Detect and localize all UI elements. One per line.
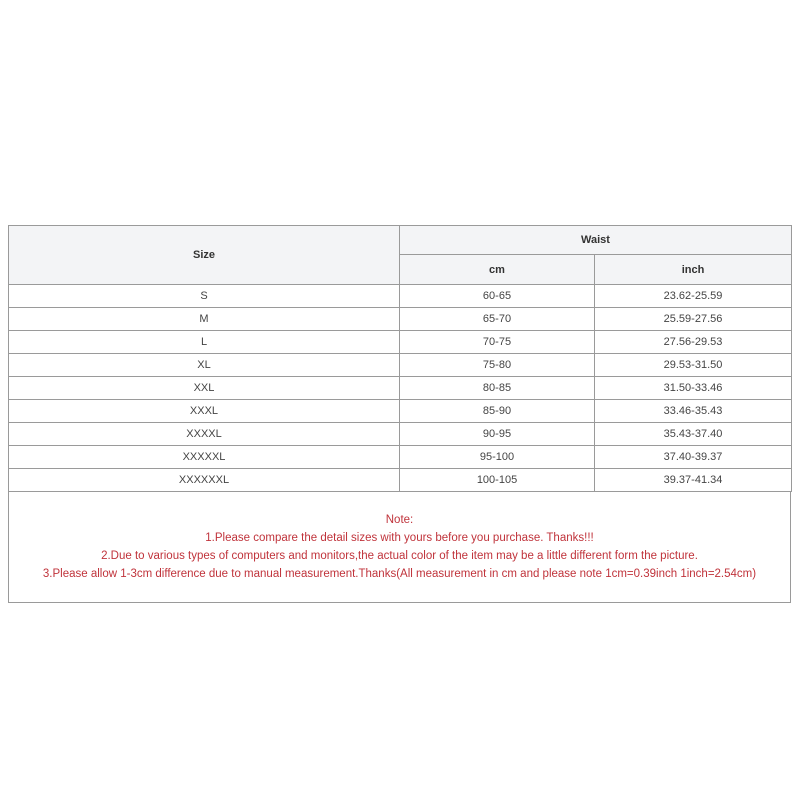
inch-cell: 39.37-41.34 xyxy=(595,469,792,492)
table-header-row xyxy=(9,226,792,255)
size-cell: XXXXXL xyxy=(9,446,400,469)
inch-cell: 31.50-33.46 xyxy=(595,377,792,400)
note-line-3: 3.Please allow 1-3cm difference due to manual measurement.Thanks(All measurement in cm and please note 1cm=0.39inch 1inch=2.54cm) xyxy=(42,568,757,580)
inch-cell: 25.59-27.56 xyxy=(595,308,792,331)
cm-cell: 90-95 xyxy=(400,423,595,446)
inch-cell: 35.43-37.40 xyxy=(595,423,792,446)
table-row xyxy=(9,400,792,423)
inch-cell: 33.46-35.43 xyxy=(595,400,792,423)
size-cell: XXL xyxy=(9,377,400,400)
table-row xyxy=(9,331,792,354)
size-cell: L xyxy=(9,331,400,354)
note-box xyxy=(8,492,791,603)
cm-cell: 60-65 xyxy=(400,285,595,308)
size-cell: XXXXXXL xyxy=(9,469,400,492)
size-cell: M xyxy=(9,308,400,331)
header-cm: cm xyxy=(400,255,595,285)
table-row xyxy=(9,446,792,469)
cm-cell: 65-70 xyxy=(400,308,595,331)
size-chart xyxy=(8,225,791,603)
cm-cell: 80-85 xyxy=(400,377,595,400)
cm-cell: 95-100 xyxy=(400,446,595,469)
header-size: Size xyxy=(9,226,400,285)
note-title: Note: xyxy=(385,514,414,526)
table-row xyxy=(9,423,792,446)
note-line-1: 1.Please compare the detail sizes with yours before you purchase. Thanks!!! xyxy=(205,532,594,544)
inch-cell: 37.40-39.37 xyxy=(595,446,792,469)
header-inch: inch xyxy=(595,255,792,285)
table-row xyxy=(9,285,792,308)
header-waist: Waist xyxy=(400,226,792,255)
table-row xyxy=(9,308,792,331)
cm-cell: 85-90 xyxy=(400,400,595,423)
size-cell: XXXL xyxy=(9,400,400,423)
table-row xyxy=(9,469,792,492)
cm-cell: 100-105 xyxy=(400,469,595,492)
inch-cell: 27.56-29.53 xyxy=(595,331,792,354)
inch-cell: 23.62-25.59 xyxy=(595,285,792,308)
size-cell: S xyxy=(9,285,400,308)
cm-cell: 75-80 xyxy=(400,354,595,377)
table-row xyxy=(9,354,792,377)
size-cell: XL xyxy=(9,354,400,377)
size-table xyxy=(8,225,792,492)
inch-cell: 29.53-31.50 xyxy=(595,354,792,377)
size-cell: XXXXL xyxy=(9,423,400,446)
table-row xyxy=(9,377,792,400)
note-line-2: 2.Due to various types of computers and monitors,the actual color of the item may be a little different form the picture. xyxy=(101,550,698,562)
cm-cell: 70-75 xyxy=(400,331,595,354)
